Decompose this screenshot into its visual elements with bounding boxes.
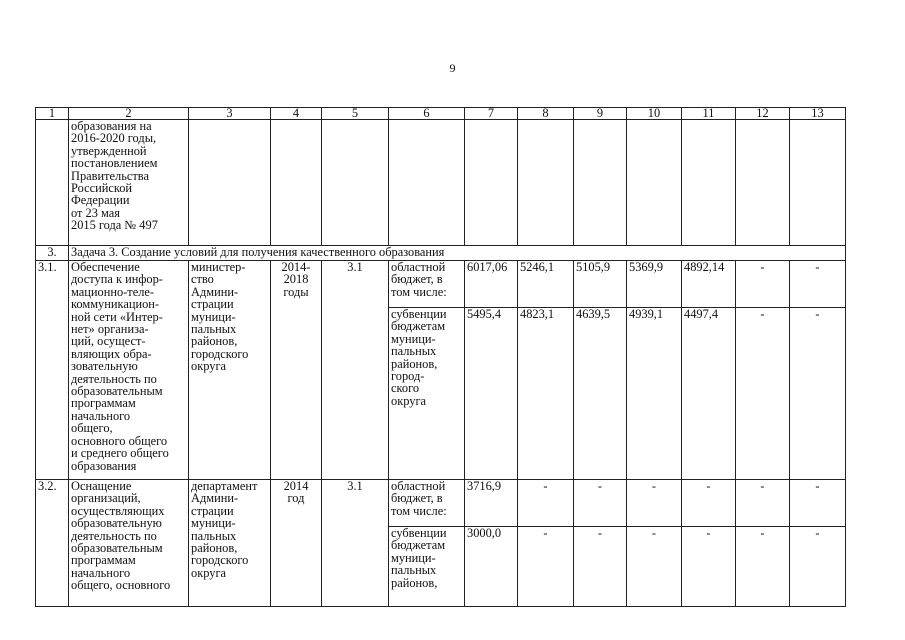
text-line: страции xyxy=(191,297,234,312)
text-line: деятельность по xyxy=(71,528,157,543)
text-line: вляющих обра- xyxy=(71,346,152,361)
column-number-row xyxy=(36,108,846,120)
text-line: ство xyxy=(191,272,214,287)
text-line: основного общего xyxy=(71,433,168,448)
text-line: том числе: xyxy=(391,284,447,299)
text-line: организаций, xyxy=(71,491,141,506)
executor-secondary xyxy=(191,286,268,373)
col-header: 7 xyxy=(465,108,518,120)
executor-cell xyxy=(189,480,271,607)
text-line: пальных xyxy=(391,563,437,578)
text-line: бюджет, в xyxy=(391,272,443,287)
text-line: городского xyxy=(191,553,249,568)
continuation-row xyxy=(36,120,846,246)
table-row-3-1-a xyxy=(36,261,846,308)
text-line: субвенции xyxy=(391,307,447,321)
value-cell: 4639,5 xyxy=(574,308,627,480)
text-line: доступа к инфор- xyxy=(71,272,163,287)
text-line: пальных xyxy=(191,322,237,337)
col-header: 5 xyxy=(322,108,389,120)
value-cell: - xyxy=(790,527,846,607)
text-line: 2015 года № 497 xyxy=(71,218,158,233)
text-line: образовательную xyxy=(71,516,162,531)
text-line: город- xyxy=(391,369,425,384)
text-line: Обеспечение xyxy=(71,260,140,274)
text-line: 2018 xyxy=(283,272,309,287)
value-cell: - xyxy=(790,480,846,527)
measure-description xyxy=(69,480,189,607)
text-line: Федерации xyxy=(71,193,130,208)
task-row xyxy=(36,246,846,261)
text-line: начального xyxy=(71,408,131,423)
indicator-cell: 3.1 xyxy=(322,480,389,607)
executor-secondary xyxy=(191,492,268,579)
col-header: 2 xyxy=(69,108,189,120)
measure-description xyxy=(69,261,189,480)
text-line: 2016-2020 годы, xyxy=(71,131,157,146)
text-line: деятельность по xyxy=(71,371,157,386)
col-header: 13 xyxy=(790,108,846,120)
text-line: 2014- xyxy=(281,260,311,274)
value-cell: - xyxy=(736,480,790,527)
value-cell: - xyxy=(518,527,574,607)
text-line: муници- xyxy=(191,516,236,531)
value-cell: 4823,1 xyxy=(518,308,574,480)
text-line: бюджетам xyxy=(391,538,446,553)
col-header: 11 xyxy=(682,108,736,120)
text-line: ной сети «Интер- xyxy=(71,309,163,324)
text-line: районов, xyxy=(391,575,438,590)
value-cell: 5246,1 xyxy=(518,261,574,308)
text-line: областной xyxy=(391,260,446,274)
text-line: городского xyxy=(191,346,249,361)
text-line: департамент xyxy=(191,479,258,493)
text-line: Админи- xyxy=(191,491,239,506)
text-line: округа xyxy=(191,359,227,374)
text-line: нет» организа- xyxy=(71,322,149,337)
value-cell: - xyxy=(627,480,682,527)
text-line: год xyxy=(287,491,305,506)
text-line: Правительства xyxy=(71,168,149,183)
text-line: от 23 мая xyxy=(71,205,120,220)
col-header: 1 xyxy=(36,108,69,120)
text-line: муници- xyxy=(191,309,236,324)
table-row-3-2-a xyxy=(36,480,846,527)
value-cell: - xyxy=(682,480,736,527)
text-line: общего, основного xyxy=(71,578,171,593)
text-line: областной xyxy=(391,479,446,493)
text-line: субвенции xyxy=(391,526,447,540)
text-line: бюджет, в xyxy=(391,491,443,506)
text-line: ций, осущест- xyxy=(71,334,146,349)
program-reference-cell xyxy=(69,120,189,246)
text-line: образовательным xyxy=(71,541,163,556)
funding-source xyxy=(389,527,465,607)
text-line: министер- xyxy=(191,260,246,274)
value-cell: - xyxy=(518,480,574,527)
value-cell: 4892,14 xyxy=(682,261,736,308)
text-line: пальных xyxy=(391,344,437,359)
value-cell: - xyxy=(790,308,846,480)
text-line: муници- xyxy=(391,550,436,565)
col-header: 8 xyxy=(518,108,574,120)
value-cell: 4497,4 xyxy=(682,308,736,480)
text-line: программам xyxy=(71,553,136,568)
value-cell: 4939,1 xyxy=(627,308,682,480)
text-line: том числе: xyxy=(391,503,447,518)
text-line: ского xyxy=(391,381,420,396)
text-line: районов, xyxy=(391,356,438,371)
col-header: 3 xyxy=(189,108,271,120)
period-cell xyxy=(271,480,322,607)
text-line: 2014 xyxy=(283,479,309,493)
text-line: округа xyxy=(391,393,427,408)
value-cell: - xyxy=(682,527,736,607)
text-line: зовательную xyxy=(71,359,138,374)
period-cell xyxy=(271,261,322,480)
executor-cell xyxy=(189,261,271,480)
text-line: утвержденной xyxy=(71,143,147,158)
text-line: начального xyxy=(71,565,131,580)
value-cell: - xyxy=(736,308,790,480)
budget-table xyxy=(35,107,846,607)
text-line: образовательным xyxy=(71,384,163,399)
value-cell: - xyxy=(627,527,682,607)
text-line: общего, xyxy=(71,421,113,436)
value-cell: 5495,4 xyxy=(465,308,518,480)
col-header: 4 xyxy=(271,108,322,120)
text-line: районов, xyxy=(191,334,238,349)
text-line: постановлением xyxy=(71,156,158,171)
value-cell: - xyxy=(574,480,627,527)
text-line: бюджетам xyxy=(391,319,446,334)
value-cell: - xyxy=(736,527,790,607)
text-line: Оснащение xyxy=(71,479,132,493)
text-line: страции xyxy=(191,503,234,518)
funding-source xyxy=(389,261,465,308)
value-cell: 3716,9 xyxy=(465,480,518,527)
text-line: пальных xyxy=(191,528,237,543)
text-line: муници- xyxy=(391,331,436,346)
value-cell: - xyxy=(736,261,790,308)
text-line: программам xyxy=(71,396,136,411)
row-number: 3.1. xyxy=(36,261,69,480)
text-line: осуществляющих xyxy=(71,503,165,518)
col-header: 12 xyxy=(736,108,790,120)
col-header: 10 xyxy=(627,108,682,120)
value-cell: - xyxy=(790,261,846,308)
text-line: образования xyxy=(71,458,137,473)
value-cell: 3000,0 xyxy=(465,527,518,607)
page-number: 9 xyxy=(449,61,456,75)
text-line: коммуникацион- xyxy=(71,297,160,312)
funding-source xyxy=(389,480,465,527)
text-line: округа xyxy=(191,565,227,580)
col-header: 9 xyxy=(574,108,627,120)
row-number: 3.2. xyxy=(36,480,69,607)
task-number: 3. xyxy=(36,246,69,261)
text-line: Российской xyxy=(71,181,133,196)
executor-primary xyxy=(191,261,268,286)
col-header: 6 xyxy=(389,108,465,120)
text-line: годы xyxy=(283,284,309,299)
text-line: Админи- xyxy=(191,284,239,299)
text-line: образования на xyxy=(71,119,152,133)
value-cell: 5105,9 xyxy=(574,261,627,308)
text-line: и среднего общего xyxy=(71,446,169,461)
indicator-cell: 3.1 xyxy=(322,261,389,480)
value-cell: 5369,9 xyxy=(627,261,682,308)
value-cell: 6017,06 xyxy=(465,261,518,308)
funding-source xyxy=(389,308,465,480)
text-line: мационно-теле- xyxy=(71,284,155,299)
task-title: Задача 3. Создание условий для получения качественного образования xyxy=(69,246,846,261)
text-line: районов, xyxy=(191,541,238,556)
value-cell: - xyxy=(574,527,627,607)
